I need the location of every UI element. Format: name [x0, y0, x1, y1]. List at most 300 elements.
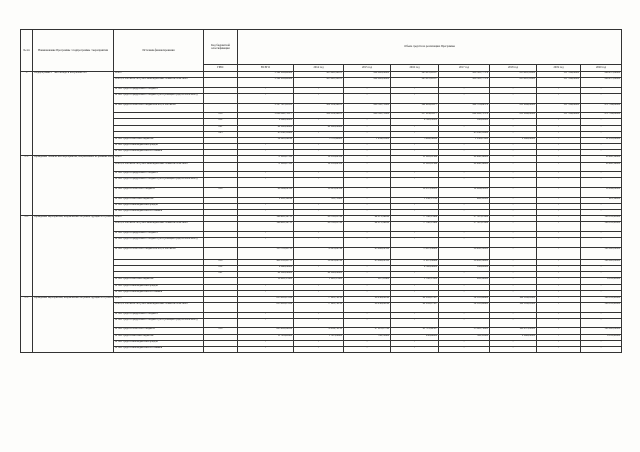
year-amount-cell: 12 653,00000 — [581, 137, 622, 143]
budget-code-cell: 810 — [204, 328, 238, 334]
year-amount-cell: 365 915,95837 — [391, 72, 439, 78]
year-amount-cell: 93 858,53000 — [439, 131, 490, 137]
total-amount-cell: 71 093,87530 — [238, 156, 294, 162]
year-amount-cell: - — [294, 87, 344, 93]
year-amount-cell: - — [490, 312, 537, 318]
year-amount-cell: - — [490, 197, 537, 203]
row-number-cell: 1. — [21, 72, 33, 156]
year-amount-cell: - — [294, 172, 344, 178]
year-amount-cell: - — [294, 131, 344, 137]
year-amount-cell: - — [391, 312, 439, 318]
year-amount-cell: 42 652,27397 — [391, 303, 439, 313]
year-amount-cell: - — [439, 347, 490, 353]
total-amount-cell: - — [238, 172, 294, 178]
year-amount-cell: - — [537, 340, 581, 346]
year-amount-cell: - — [391, 125, 439, 131]
year-amount-cell: - — [581, 150, 622, 156]
year-amount-cell: - — [537, 303, 581, 313]
year-amount-cell: - — [537, 87, 581, 93]
year-amount-cell: - — [439, 238, 490, 248]
year-amount-cell: - — [581, 178, 622, 188]
year-amount-cell: 357 914,83477 — [391, 113, 439, 119]
year-amount-cell: 6 122,43000 — [581, 334, 622, 340]
funding-source-cell: за счет средств внебюджетных источников — [114, 347, 204, 353]
year-amount-cell: 20 488,16000 — [439, 162, 490, 172]
funding-source-cell: Всего — [114, 72, 204, 78]
funding-source-cell: за счет средств областного бюджета всего, в том числе: — [114, 247, 204, 259]
year-amount-cell: - — [439, 125, 490, 131]
year-amount-cell: - — [537, 290, 581, 296]
year-amount-cell: - — [439, 144, 490, 150]
total-amount-cell: 535 531,93753 — [238, 247, 294, 259]
year-amount-cell: - — [537, 216, 581, 222]
year-amount-cell: 455 695,30123 — [294, 72, 344, 78]
year-amount-cell: 365 915,95837 — [391, 78, 439, 88]
year-amount-cell: - — [294, 312, 344, 318]
total-amount-cell: - — [238, 203, 294, 209]
total-amount-cell: 68 864,89530 — [238, 188, 294, 198]
budget-code-cell: 810 — [204, 259, 238, 265]
year-amount-cell: 208 345,75000 — [344, 103, 391, 113]
year-amount-cell: 88 333,21749 — [294, 216, 344, 222]
year-amount-cell: - — [344, 290, 391, 296]
year-amount-cell: 1 058,07000 — [439, 137, 490, 143]
year-amount-cell: 53 893,76400 — [439, 328, 490, 334]
total-amount-cell: 42 000,00000 — [238, 125, 294, 131]
year-amount-cell: - — [439, 284, 490, 290]
year-amount-cell: - — [391, 210, 439, 216]
year-amount-cell: - — [490, 222, 537, 232]
year-amount-cell: - — [581, 119, 622, 125]
year-amount-cell: - — [439, 172, 490, 178]
year-amount-cell: 36 823,66749 — [294, 259, 344, 265]
year-amount-cell: - — [344, 119, 391, 125]
year-amount-cell: - — [537, 156, 581, 162]
year-amount-cell: 401,14000 — [581, 197, 622, 203]
year-amount-cell: 306 122,43000 — [581, 222, 622, 232]
year-amount-cell: 306 122,43000 — [581, 216, 622, 222]
subheader-year: 2016 год — [391, 65, 439, 72]
total-amount-cell: 615 985,87856 — [238, 303, 294, 313]
total-amount-cell: 4 698,00000 — [238, 265, 294, 271]
year-amount-cell: - — [439, 340, 490, 346]
year-amount-cell: - — [391, 144, 439, 150]
year-amount-cell: - — [537, 203, 581, 209]
year-amount-cell: 19 185,60316 — [294, 156, 344, 162]
year-amount-cell: - — [581, 238, 622, 248]
year-amount-cell: - — [490, 93, 537, 103]
funding-source-cell: за счет средств федерального бюджета — [114, 312, 204, 318]
year-amount-cell: 1 610,57000 — [294, 278, 344, 284]
year-amount-cell: 37 587,27000 — [439, 222, 490, 232]
budget-code-cell — [204, 347, 238, 353]
year-amount-cell: 18 801,89316 — [294, 188, 344, 198]
funding-source-cell: за счет средств федерального бюджета (поступающих средств областного) — [114, 178, 204, 188]
year-amount-cell: - — [391, 238, 439, 248]
year-amount-cell: - — [294, 347, 344, 353]
subheader-year: 2020 год — [581, 65, 622, 72]
total-amount-cell: - — [238, 178, 294, 188]
year-amount-cell: - — [439, 210, 490, 216]
total-amount-cell: - — [238, 231, 294, 237]
budget-code-cell: 810 — [204, 188, 238, 198]
year-amount-cell: - — [490, 238, 537, 248]
year-amount-cell: 383,71000 — [294, 197, 344, 203]
year-amount-cell: 20 400,14000 — [581, 162, 622, 172]
year-amount-cell: - — [537, 334, 581, 340]
budget-code-cell — [204, 78, 238, 88]
year-amount-cell: 410 124,36123 — [294, 113, 344, 119]
year-amount-cell: - — [439, 150, 490, 156]
year-amount-cell: 3 551,40000 — [294, 137, 344, 143]
year-amount-cell: - — [537, 178, 581, 188]
year-amount-cell: - — [537, 231, 581, 237]
year-amount-cell: 77 691,78158 — [294, 296, 344, 302]
year-amount-cell: - — [537, 162, 581, 172]
total-amount-cell: - — [238, 347, 294, 353]
year-amount-cell: 102 109,81000 — [490, 296, 537, 302]
year-amount-cell: 087,55600 — [344, 278, 391, 284]
year-amount-cell: - — [490, 188, 537, 198]
year-amount-cell: - — [344, 312, 391, 318]
subheader-year: 2017 год — [439, 65, 490, 72]
subheader-grbs: ГРБС — [204, 65, 238, 72]
year-amount-cell: - — [537, 328, 581, 334]
year-amount-cell: 27 670,27742 — [344, 328, 391, 334]
year-amount-cell: - — [490, 172, 537, 178]
year-amount-cell: 28 238,02142 — [344, 296, 391, 302]
year-amount-cell: - — [439, 290, 490, 296]
year-amount-cell: 43 986,04338 — [344, 247, 391, 259]
year-amount-cell: 306 122,43000 — [581, 296, 622, 302]
column-header-number: № пп — [21, 30, 33, 72]
year-amount-cell: - — [537, 150, 581, 156]
funding-source-cell: за счет средств местных бюджетов — [114, 278, 204, 284]
year-amount-cell: 938 565,77376 — [439, 72, 490, 78]
year-amount-cell: - — [490, 290, 537, 296]
year-amount-cell: 77 338,37666 — [391, 222, 439, 232]
year-amount-cell: - — [294, 265, 344, 271]
year-amount-cell: - — [294, 203, 344, 209]
year-amount-cell: 1 036,17194 — [391, 197, 439, 203]
budget-code-cell — [204, 303, 238, 313]
year-amount-cell: - — [344, 178, 391, 188]
year-amount-cell: - — [537, 247, 581, 259]
year-amount-cell: 253 903,33000 — [490, 72, 537, 78]
column-header-volume: Объем средств на реализацию Программы — [238, 30, 622, 65]
row-number-cell: 2.1. — [21, 156, 33, 216]
funding-source-cell: за счет средств внебюджетных источников — [114, 290, 204, 296]
year-amount-cell: - — [490, 284, 537, 290]
funding-source-cell: за счет средств областного бюджета всего, в том числе: — [114, 103, 204, 113]
year-amount-cell: 362 416,83477 — [391, 103, 439, 113]
year-amount-cell: - — [537, 259, 581, 265]
year-amount-cell: 4 500,00000 — [391, 265, 439, 271]
year-amount-cell: 2 642,00000 — [490, 137, 537, 143]
funding-source-cell: Всего — [114, 216, 204, 222]
subheader-year: 2014 год — [294, 65, 344, 72]
year-amount-cell: - — [537, 93, 581, 103]
year-amount-cell: - — [391, 340, 439, 346]
year-amount-cell: - — [581, 312, 622, 318]
year-amount-cell: - — [439, 87, 490, 93]
year-amount-cell: 151 764,00000 — [537, 78, 581, 88]
year-amount-cell: 251 264,00000 — [490, 103, 537, 113]
year-amount-cell: - — [490, 203, 537, 209]
year-amount-cell: - — [344, 238, 391, 248]
year-amount-cell: - — [391, 290, 439, 296]
year-amount-cell: 11 093,21394 — [391, 162, 439, 172]
year-amount-cell: - — [391, 284, 439, 290]
budget-code-cell — [204, 222, 238, 232]
total-amount-cell: 3 288 808,71677 — [238, 113, 294, 119]
year-amount-cell: - — [344, 144, 391, 150]
year-amount-cell: 151 764,00000 — [537, 72, 581, 78]
year-amount-cell: - — [581, 87, 622, 93]
total-amount-cell: - — [238, 290, 294, 296]
year-amount-cell: - — [537, 265, 581, 271]
budget-code-cell — [204, 162, 238, 172]
year-amount-cell: - — [344, 93, 391, 103]
budget-code-cell: 843 — [204, 131, 238, 137]
total-amount-cell: - — [238, 93, 294, 103]
total-amount-cell: 3 162 262,68066 — [238, 72, 294, 78]
budget-code-cell: 812 — [204, 119, 238, 125]
year-amount-cell: 102 109,81000 — [490, 303, 537, 313]
year-amount-cell: - — [490, 150, 537, 156]
funding-source-cell: за счет средств внебюджетных источников — [114, 150, 204, 156]
year-amount-cell: - — [490, 259, 537, 265]
year-amount-cell: - — [294, 144, 344, 150]
year-amount-cell: 1 397,08000 — [294, 334, 344, 340]
year-amount-cell: 10 057,00000 — [391, 188, 439, 198]
total-amount-cell: 34 665,26194 — [238, 137, 294, 143]
year-amount-cell: 208 345,75000 — [344, 113, 391, 119]
year-amount-cell: 306,15000 — [439, 334, 490, 340]
year-amount-cell: 20 400,14000 — [581, 156, 622, 162]
year-amount-cell: - — [294, 231, 344, 237]
year-amount-cell: - — [344, 347, 391, 353]
total-amount-cell: - — [238, 340, 294, 346]
year-amount-cell: - — [490, 278, 537, 284]
total-amount-cell: 488 833,93753 — [238, 259, 294, 265]
total-amount-cell: - — [238, 210, 294, 216]
year-amount-cell: 6 122,43000 — [581, 278, 622, 284]
year-amount-cell: - — [344, 284, 391, 290]
year-amount-cell: - — [439, 231, 490, 237]
year-amount-cell: - — [391, 131, 439, 137]
year-amount-cell: - — [537, 197, 581, 203]
year-amount-cell: - — [537, 238, 581, 248]
year-amount-cell: - — [490, 318, 537, 328]
total-amount-cell: - — [238, 87, 294, 93]
year-amount-cell: - — [490, 340, 537, 346]
total-amount-cell: - — [238, 144, 294, 150]
year-amount-cell: - — [490, 210, 537, 216]
year-amount-cell: - — [490, 87, 537, 93]
year-amount-cell: - — [490, 231, 537, 237]
year-amount-cell: - — [391, 318, 439, 328]
year-amount-cell: - — [490, 247, 537, 259]
year-amount-cell: - — [581, 318, 622, 328]
year-amount-cell: 75 987,06666 — [391, 247, 439, 259]
budget-code-cell: 810 — [204, 113, 238, 119]
year-amount-cell: - — [490, 272, 537, 278]
funding-source-cell: за счет средств внебюджетных фондов — [114, 203, 204, 209]
funding-source-cell: Всего, в том числе без учета межбюджетных объектов областного — [114, 78, 204, 88]
year-amount-cell: - — [391, 150, 439, 156]
year-amount-cell: 11 093,21394 — [391, 156, 439, 162]
year-amount-cell: - — [344, 318, 391, 328]
year-amount-cell: 984 417,00000 — [581, 72, 622, 78]
year-amount-cell: 100 957,02000 — [490, 328, 537, 334]
total-amount-cell: 10 963,17000 — [238, 278, 294, 284]
funding-source-cell: за счет средств федерального бюджета (поступающих средств областного) — [114, 238, 204, 248]
budget-code-cell — [204, 93, 238, 103]
row-name-cell: Проведение технических мероприятий, направленных на решение вопр — [33, 156, 114, 216]
total-amount-cell: - — [238, 150, 294, 156]
year-amount-cell: 44 073,59938 — [344, 222, 391, 232]
year-amount-cell: 19 999,00000 — [439, 188, 490, 198]
year-amount-cell: - — [490, 162, 537, 172]
year-amount-cell: 36 443,58000 — [439, 259, 490, 265]
year-amount-cell: 300 000,00000 — [581, 259, 622, 265]
year-amount-cell: - — [581, 272, 622, 278]
year-amount-cell: - — [294, 284, 344, 290]
year-amount-cell: - — [537, 284, 581, 290]
year-amount-cell: - — [490, 131, 537, 137]
year-amount-cell: - — [581, 172, 622, 178]
year-amount-cell: - — [344, 87, 391, 93]
year-amount-cell: 19 999,00000 — [581, 188, 622, 198]
year-amount-cell: - — [294, 290, 344, 296]
year-amount-cell: - — [344, 265, 391, 271]
year-amount-cell: 54 195,92400 — [439, 303, 490, 313]
year-amount-cell: - — [537, 318, 581, 328]
year-amount-cell: - — [490, 265, 537, 271]
year-amount-cell: 3 499,26994 — [391, 137, 439, 143]
funding-source-cell: Всего, в том числе без учета межбюджетных объектов областного — [114, 222, 204, 232]
year-amount-cell: 41 721,48397 — [391, 328, 439, 334]
year-amount-cell: - — [439, 312, 490, 318]
year-amount-cell: - — [490, 156, 537, 162]
total-amount-cell: - — [238, 284, 294, 290]
total-amount-cell: - — [238, 312, 294, 318]
table-body — [21, 72, 622, 353]
year-amount-cell: 42 000,00000 — [294, 272, 344, 278]
year-amount-cell: - — [581, 144, 622, 150]
funding-source-cell: за счет средств местных бюджетов — [114, 137, 204, 143]
year-amount-cell: - — [581, 93, 622, 103]
total-amount-cell: 546 495,10753 — [238, 216, 294, 222]
year-amount-cell: - — [344, 188, 391, 198]
year-amount-cell: - — [537, 296, 581, 302]
year-amount-cell: 4 500,00000 — [391, 119, 439, 125]
year-amount-cell: 77 691,78158 — [294, 303, 344, 313]
total-amount-cell: 93 858,53000 — [238, 131, 294, 137]
total-amount-cell: 615 985,87856 — [238, 296, 294, 302]
funding-source-cell: за счет средств внебюджетных источников — [114, 210, 204, 216]
year-amount-cell: 37 587,27000 — [439, 216, 490, 222]
budget-code-cell — [204, 103, 238, 113]
budget-code-cell: 821 — [204, 272, 238, 278]
year-amount-cell: 209 000,00000 — [344, 72, 391, 78]
budget-code-cell — [204, 247, 238, 259]
year-amount-cell: - — [490, 216, 537, 222]
year-amount-cell: - — [581, 340, 622, 346]
year-amount-cell: 198,00000 — [439, 119, 490, 125]
year-amount-cell: - — [344, 210, 391, 216]
year-amount-cell: 198,00000 — [439, 265, 490, 271]
total-amount-cell: 3 162 262,68066 — [238, 78, 294, 88]
funding-source-cell: за счет средств областного бюджета — [114, 328, 204, 334]
year-amount-cell: - — [537, 278, 581, 284]
funding-source-cell: Всего — [114, 296, 204, 302]
year-amount-cell: - — [490, 347, 537, 353]
year-amount-cell: - — [537, 222, 581, 232]
year-amount-cell: 20 488,16000 — [439, 156, 490, 162]
year-amount-cell: 300 000,00000 — [581, 247, 622, 259]
year-amount-cell: 71 487,06666 — [391, 259, 439, 265]
year-amount-cell: - — [581, 131, 622, 137]
year-amount-cell: - — [490, 144, 537, 150]
year-amount-cell: - — [391, 231, 439, 237]
budget-code-cell: 812 — [204, 265, 238, 271]
year-amount-cell: 209 000,00000 — [344, 78, 391, 88]
year-amount-cell: 829 082,75376 — [439, 113, 490, 119]
year-amount-cell: - — [581, 231, 622, 237]
year-amount-cell: 929 551,66376 — [439, 103, 490, 113]
year-amount-cell: 54 195,92400 — [439, 296, 490, 302]
year-amount-cell: 930,64000 — [391, 334, 439, 340]
budget-code-cell — [204, 178, 238, 188]
total-amount-cell: 11 503,63000 — [238, 334, 294, 340]
funding-source-cell: за счет средств федерального бюджета — [114, 87, 204, 93]
year-amount-cell: - — [344, 340, 391, 346]
funding-source-cell: за счет средств федерального бюджета (поступающих средств областного) — [114, 93, 204, 103]
year-amount-cell: - — [294, 119, 344, 125]
year-amount-cell: - — [294, 178, 344, 188]
subheader-year: 2019 год — [537, 65, 581, 72]
total-amount-cell: - — [238, 238, 294, 248]
year-amount-cell: 19 185,60316 — [294, 162, 344, 172]
year-amount-cell: - — [537, 172, 581, 178]
year-amount-cell: 941,59000 — [439, 278, 490, 284]
year-amount-cell: - — [490, 178, 537, 188]
year-amount-cell: - — [537, 272, 581, 278]
year-amount-cell: - — [439, 318, 490, 328]
year-amount-cell: - — [344, 156, 391, 162]
year-amount-cell: - — [344, 272, 391, 278]
year-amount-cell: - — [294, 318, 344, 328]
year-amount-cell: 253 903,33000 — [490, 78, 537, 88]
year-amount-cell: 300 000,00000 — [581, 328, 622, 334]
year-amount-cell: - — [294, 150, 344, 156]
year-amount-cell: 251 264,00000 — [490, 113, 537, 119]
year-amount-cell: 406,30000 — [439, 197, 490, 203]
year-amount-cell: 306 122,43000 — [581, 303, 622, 313]
year-amount-cell: - — [537, 188, 581, 198]
year-amount-cell: - — [344, 203, 391, 209]
year-amount-cell: - — [391, 178, 439, 188]
row-number-cell: 2.2. — [21, 216, 33, 297]
year-amount-cell: - — [294, 238, 344, 248]
funding-source-cell: за счет средств местных бюджетов — [114, 197, 204, 203]
year-amount-cell: - — [537, 137, 581, 143]
budget-code-cell — [204, 238, 238, 248]
year-amount-cell: - — [344, 197, 391, 203]
year-amount-cell: - — [581, 347, 622, 353]
